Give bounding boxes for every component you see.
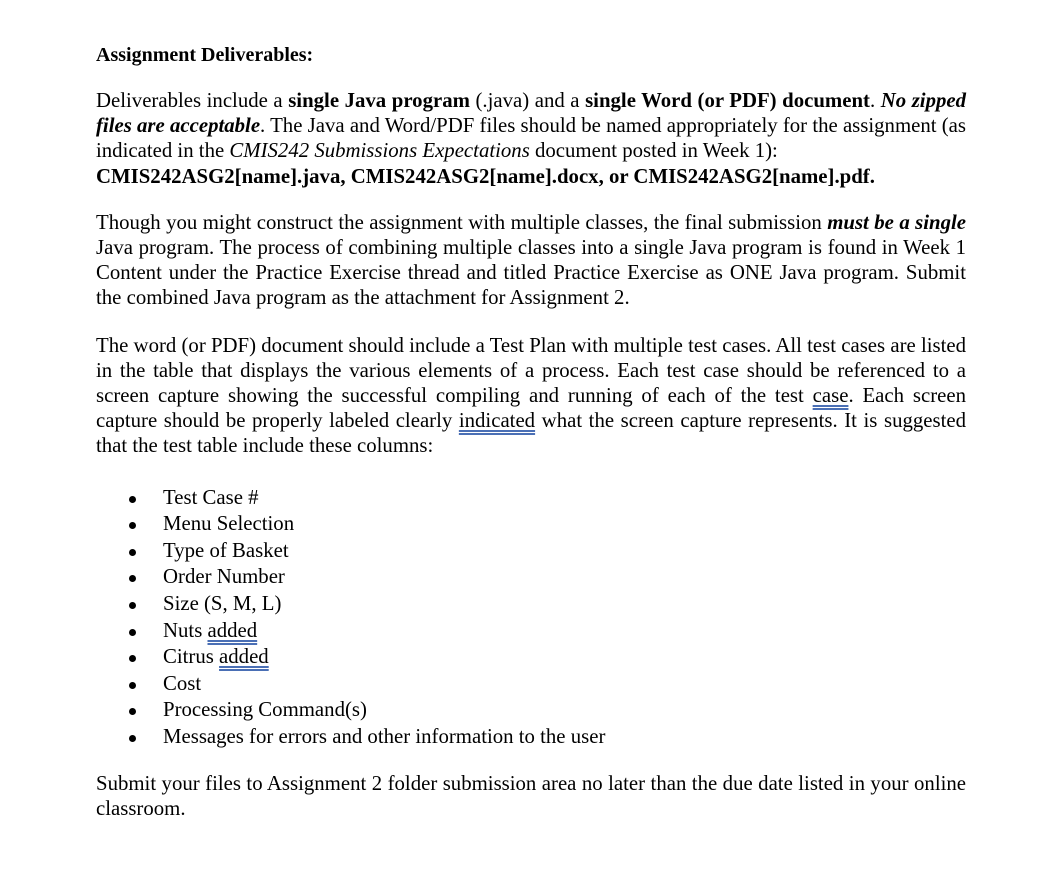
paragraph-test-plan [96, 333, 966, 459]
text-run: Java program. The process of combining multiple classes into a single Java program is found in Week 1 Content under the Practice Exercise thread and titled Practice Exercise as ONE Java program. Submit the combined Java program as the attachment for Assignment 2. [96, 236, 966, 310]
bullet-icon [129, 655, 136, 662]
bold-run: single Java program [288, 89, 470, 112]
text-run: what the screen capture represents. It is suggested that the test table include these columns: [96, 409, 966, 458]
grammar-flagged-word: added [219, 645, 269, 669]
list-item [96, 697, 966, 724]
bold-italic-run: must be a single [827, 210, 966, 234]
list-item-text: Type of Basket [163, 538, 289, 562]
list-item-text: Processing Command(s) [163, 698, 367, 722]
list-item [96, 564, 966, 591]
bullet-icon [129, 549, 136, 556]
list-item [96, 618, 966, 645]
bullet-icon [129, 496, 136, 503]
list-item-text: Order Number [163, 565, 285, 589]
text-run: . The Java and Word/PDF files should be named appropriately for the assignment (as indicated in the [96, 114, 966, 163]
list-item-text: Messages for errors and other information to the user [163, 724, 606, 748]
list-item-text: Size (S, M, L) [163, 592, 282, 616]
list-item-text: Menu Selection [163, 512, 295, 536]
bullet-icon [129, 735, 136, 742]
text-run: document posted in Week 1): [529, 139, 778, 163]
list-item-text: Test Case # [163, 485, 259, 509]
text-run: Though you might construct the assignment with multiple classes, the final submission [96, 210, 828, 234]
list-item [96, 511, 966, 538]
list-item-text: Citrus [163, 645, 220, 669]
grammar-flagged-word: added [207, 618, 258, 642]
text-run: The word (or PDF) document should include a Test Plan with multiple test cases. All test cases are listed in the table that displays the various elements of a process. Each test case should be referenced to a screen capture showing the successful compiling and running of each of the test [96, 333, 966, 408]
list-item [96, 591, 966, 618]
list-item-text: Nuts [163, 618, 208, 642]
bullet-icon [129, 629, 136, 636]
list-item [96, 644, 966, 671]
list-item [96, 671, 966, 698]
text-run: . [869, 89, 881, 112]
text-run: . Each screen capture should be properly labeled clearly [96, 384, 966, 433]
list-item-text: Cost [163, 671, 202, 695]
grammar-flagged-word: case [812, 384, 849, 408]
document-page [96, 42, 966, 843]
bullet-icon [129, 575, 136, 582]
file-names: CMIS242ASG2[name].java, CMIS242ASG2[name].docx, or CMIS242ASG2[name].pdf. [96, 164, 875, 188]
italic-run: CMIS242 Submissions Expectations [229, 139, 530, 163]
list-item [96, 724, 966, 751]
text-run: Deliverables include a [96, 89, 289, 112]
list-item [96, 485, 966, 512]
grammar-flagged-word: indicated [458, 409, 536, 433]
paragraph-deliverables [96, 88, 966, 189]
paragraph-single-program [96, 210, 966, 311]
text-run: (.java) and a [469, 89, 586, 112]
list-item [96, 538, 966, 565]
bullet-icon [129, 708, 136, 715]
section-heading: Assignment Deliverables: [96, 44, 314, 66]
test-table-columns-list [96, 485, 966, 751]
bold-italic-run: No zipped files are acceptable [96, 89, 967, 138]
bullet-icon [129, 522, 136, 529]
paragraph-submit: Submit your files to Assignment 2 folder submission area no later than the due date listed in your online classroom. [96, 771, 966, 820]
bullet-icon [129, 602, 136, 609]
bullet-icon [129, 682, 136, 689]
bold-run: single Word (or PDF) document [585, 89, 870, 112]
